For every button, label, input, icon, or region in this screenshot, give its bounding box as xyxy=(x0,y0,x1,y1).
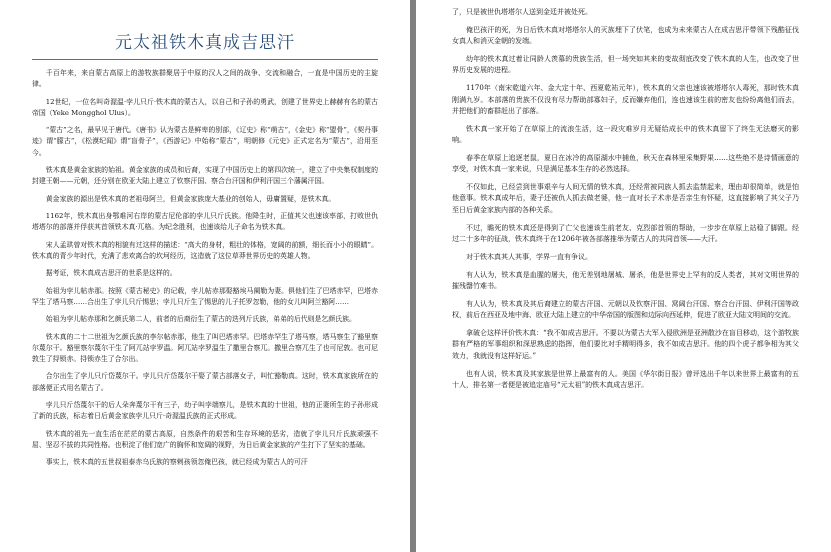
paragraph: 铁木真的祖先一直生活在茫茫的蒙古高原，自然条件的艰苦和生存环境的恶劣，造就了孛儿只斤氏族顽强不屈、坚忍不拔的共同性格。也积淀了他们宽广的胸怀和宽阔的视野，为日后黄金家族的产生打下了坚实的基础。 xyxy=(32,429,378,449)
paragraph: 1170年（南宋乾道六年、金大定十年、西夏乾祐元年），铁木真的父亲也速该被塔塔尔人毒死，那时铁木真刚满九岁。本部落的贵族不仅没有尽力帮助部寡妇子，反而嫌弃他们，连也速该生前的密友也纷纷离他们而去，并把他们的畜群赶出了部落。 xyxy=(452,84,799,115)
paragraph: 事实上，铁木真的五世叔祖泰赤乌氏族的察剌孩领忽俺巴孩，就已经成为蒙古人的可汗 xyxy=(45,458,308,467)
paragraph: 据考证，铁木真成吉思汗的世系是这样的。 xyxy=(45,269,177,278)
paragraph: 1162年，铁木真出身鄂难河右岸的蒙古尼伦部的孛儿只斤氏族。他降生时，正值其父也速该率部，打败世仇塔塔尔的部落并俘获其首领铁木真·兀格。为纪念胜利，也速该给儿子命名为铁木真。 xyxy=(32,211,378,232)
paragraph: 宋人孟珙曾对铁木真的相貌有过这样的描述：“高大的身材，粗壮的体格，宽阔的前额，细长而小小的眼睛”。铁木真的青少年时代，充满了悲欢离合的坎坷经历，这造就了这位草莽世界历史的英雄人物。 xyxy=(32,240,378,260)
paragraph: 有人认为，铁木真及其后裔建立的蒙古汗国、元朝以及钦察汗国、窝阔台汗国、察合台汗国、伊利汗国等政权，前后在西亚及地中海、欧亚大陆上建立的中华帝国的版图和边际向西延伸，促进了欧亚大陆文明间的交流。 xyxy=(452,299,799,320)
right-page-body xyxy=(452,7,799,391)
paragraph: 春季在草原上追逐老鼠，夏日在冰冷的高原湖水中捕鱼，秋天在森林里采集野果……这些绝不是诗情画意的享受，对铁木真一家来说，只是满足基本生存的必然选择。 xyxy=(452,153,799,174)
paragraph: 幼年的铁木真过着让同龄人羡慕的贵族生活，但一场突如其来的变故彻底改变了铁木真的人生，也改变了世界历史发展的进程。 xyxy=(452,55,799,75)
paragraph: 有人认为，铁木真是血腥的屠夫，他无差别地屠城、屠杀，他是世界史上罕有的反人类者，其对文明世界的摧残罄竹难书。 xyxy=(452,270,799,290)
paragraph: 俺巴孩汗的死，为日后铁木真对塔塔尔人的灭族埋下了伏笔，也成为未来蒙古人在成吉思汗带领下残酷征伐女真人和消灭金朝的发端。 xyxy=(452,25,799,46)
paragraph: 铁木真是黄金家族的始祖。黄金家族的成员和后裔，实现了中国历史上的第四次统一，建立了中央集权制度的封建王朝——元朝，还分别在欧亚大陆上建立了钦察汗国、察合台汗国和伊利汗国三个藩属汗国。 xyxy=(32,165,378,186)
document-page-left xyxy=(0,0,410,552)
paragraph: 孛儿只斤岱蔑尔干的后人朵奔蔑尔干有三子，幼子叫孛端察儿，是铁木真的十世祖，他的正妻所生的子孙形成了新的氏族，标志着日后黄金家族孛儿只斤·奇渥温氏族的正式形成。 xyxy=(32,400,378,421)
paragraph: 千百年来，来自蒙古高原上的游牧族群聚居于中原的汉人之间的战争、交流和融合，一直是中国历史的主旋律。 xyxy=(32,69,378,89)
document-title: 元太祖铁木真成吉思汗 xyxy=(32,28,378,60)
paragraph: 始祖为孛儿帖赤那和乞颜氏第二人，前者的后裔衍生了蒙古的迭列斤氏族，弟弟的后代则是乞颜氏族。 xyxy=(45,315,356,324)
document-page-right xyxy=(416,0,831,552)
paragraph: 不过，瞻死的铁木真还是得到了亡父也速该生前老友、克烈部首领的帮助，一步步在草原上站稳了脚跟。经过二十多年的征战，铁木真终于在1206年被各部落推举为蒙古人的共同首领——大汗。 xyxy=(452,223,799,243)
paragraph: 合尔出生了孛儿只斤岱蔑尔干。孛儿只斤岱蔑尔干娶了蒙古部落女子，叫忙豁勒真。这时，铁木真家族所在的部落便正式用名蒙古了。 xyxy=(32,372,378,392)
paragraph: 铁木真的二十二世祖为乞颜氏族的李尔帖赤那，他生了叫巴塔赤罕。巴塔赤罕生了塔马察，塔马察生了豁里察尔蔑尔干。豁里察尔蔑尔干生了阿兀站孛罗温。阿兀站孛罗温生了撒里合察兀。撒里合察兀生了也可尼敦。也可尼敦生了挦锁赤。挦锁赤生了合尔出。 xyxy=(32,332,378,363)
paragraph: 对于铁木真其人其事，学界一直有争议。 xyxy=(466,252,592,261)
paragraph: “蒙古”之名，最早见于唐代。《唐书》认为蒙古是鲜卑的别部，《辽史》称“萌古”，《金史》称“盟骨”，《契丹事迹》谓“朦古”，《松漠纪闻》谓“盲骨子”，《西游记》中始称“蒙古”，明朝修《元史》正式定名为“蒙古”，沿用至今。 xyxy=(32,126,378,157)
left-page-body xyxy=(32,68,378,468)
paragraph: 了，只是被世仇塔塔尔人送到金廷并被处死。 xyxy=(452,8,592,16)
paragraph: 拿破仑这样评价铁木真：“我不如成吉思汗。不要以为蒙古大军入侵欧洲是亚洲散沙在盲目移动，这个游牧族群有严格的军事组织和深思熟虑的指挥，他们要比对手精明得多，我不如成吉思汗。他的四个虎子都争相为其父效力，我就没有这样好运。” xyxy=(452,329,799,360)
paragraph: 12世纪，一位名叫奇渥温·孛儿只斤·铁木真的蒙古人，以自己和子孙的勇武，创建了世界史上赫赫有名的蒙古帝国（Yeke Mongghol Ulus）。 xyxy=(32,97,378,117)
paragraph: 始祖为孛儿帖赤那。按照《蒙古秘史》的记载，孛儿帖赤那娶豁埃马阑勒为妻。俱他们生了巴塔赤罕，巴塔赤罕生了塔马察……合出生了孛儿只斤惕思；孛儿只斤生了惕思的儿子托罗忽勒，他的女儿叫阿兰豁阿…… xyxy=(32,286,378,306)
paragraph: 也有人说，铁木真及其家族是世界上最富有的人。美国《华尔街日报》曾评选出千年以来世界上最富有的五十人，排名第一者便是被追定庙号“元太祖”的铁木真成吉思汗。 xyxy=(452,369,799,389)
paragraph: 铁木真一家开始了在草原上的流浪生活，这一段灾难岁月无疑给成长中的铁木真留下了终生无法磨灭的影响。 xyxy=(452,124,799,145)
paragraph: 黄金家族的源出是铁木真的老祖母阿兰，但黄金家族庞大基业的创始人，毋庸置疑，是铁木真。 xyxy=(45,194,336,203)
paragraph: 不仅如此，已经尝到世事艰辛与人间无情的铁木真，还经常被同族人抓去监禁起来，理由却很简单，就是怕他意事。铁木真成年后，妻子还被仇人抓去做老婆，他一直对长子术赤是否亲生有怀疑，这直接影响了其父子乃至日后黄金家族内部的各种关系。 xyxy=(452,183,799,214)
